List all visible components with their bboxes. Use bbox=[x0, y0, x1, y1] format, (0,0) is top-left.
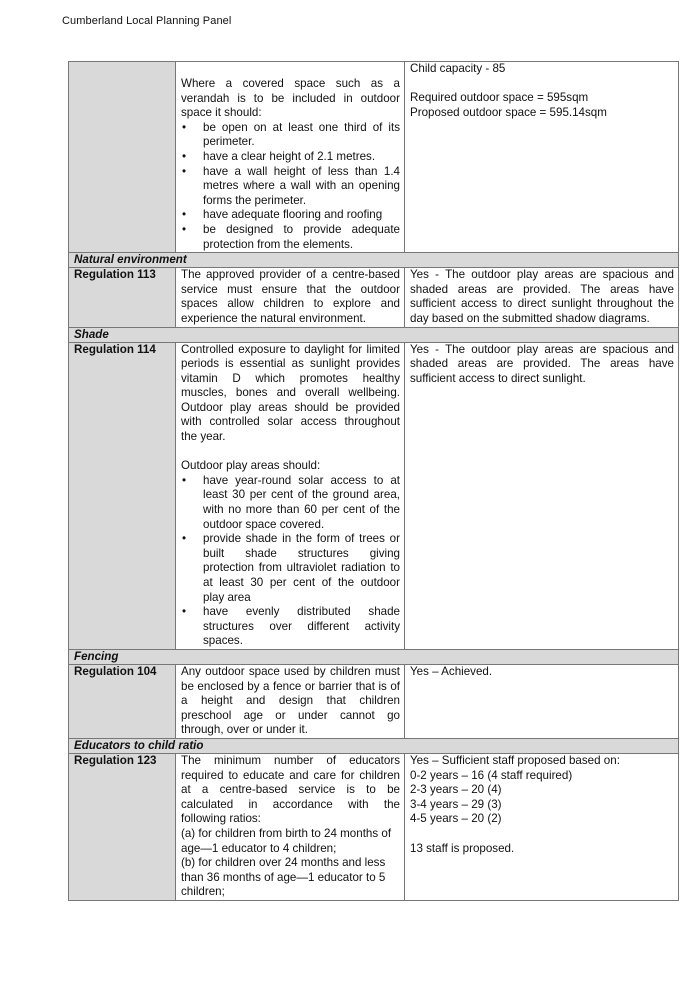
page-header: Cumberland Local Planning Panel bbox=[62, 15, 232, 27]
section-row bbox=[69, 327, 679, 342]
requirement-list bbox=[181, 474, 400, 649]
list-item: • have evenly distributed shade structures over different activity spaces. bbox=[181, 605, 400, 649]
list-item: • be designed to provide adequate protection from the elements. bbox=[181, 223, 400, 252]
regulation-cell: Regulation 113 bbox=[69, 268, 176, 327]
compliance-cell bbox=[405, 62, 679, 253]
regulation-cell: Regulation 114 bbox=[69, 342, 176, 649]
regulation-cell: Regulation 123 bbox=[69, 753, 176, 900]
compliance-line: 3-4 years – 29 (3) bbox=[410, 797, 502, 811]
compliance-line: 0-2 years – 16 (4 staff required) bbox=[410, 768, 573, 782]
table-row bbox=[69, 753, 679, 900]
section-row bbox=[69, 738, 679, 753]
requirement-list bbox=[181, 121, 400, 252]
compliance-cell: Yes – Achieved. bbox=[405, 664, 679, 738]
requirement-cell bbox=[176, 342, 405, 649]
compliance-text: Proposed outdoor space = 595.14sqm bbox=[410, 105, 607, 119]
section-row bbox=[69, 649, 679, 664]
table-row bbox=[69, 268, 679, 327]
list-item: • have year-round solar access to at least 30 per cent of the ground area, with no more than 60 per cent of the outdoor space covered. bbox=[181, 474, 400, 532]
requirement-cell: Any outdoor space used by children must be enclosed by a fence or barrier that is of a height and design that children preschool age or under cannot go through, over or under it. bbox=[176, 664, 405, 738]
list-item: • have a wall height of less than 1.4 metres where a wall with an opening forms the perimeter. bbox=[181, 165, 400, 209]
list-item: • be open on at least one third of its perimeter. bbox=[181, 121, 400, 150]
compliance-text: 13 staff is proposed. bbox=[410, 841, 515, 855]
requirement-text: Controlled exposure to daylight for limited periods is essential as sunlight provides vitamin D which promotes healthy muscles, bones and overall wellbeing. Outdoor play areas should be provided with controlled solar access throughout the year. bbox=[181, 342, 400, 444]
requirement-cell bbox=[176, 753, 405, 900]
requirement-text: (a) for children from birth to 24 months of age—1 educator to 4 children; bbox=[181, 826, 392, 855]
section-heading: Educators to child ratio bbox=[69, 738, 679, 753]
requirement-text: Where a covered space such as a verandah is to be included in outdoor space it should: bbox=[181, 77, 400, 120]
regulation-table bbox=[68, 61, 679, 901]
list-item: • provide shade in the form of trees or built shade structures giving protection from ultraviolet radiation to at least 30 per cent of the outdoor play area bbox=[181, 532, 400, 605]
section-heading: Natural environment bbox=[69, 253, 679, 268]
requirement-text: (b) for children over 24 months and less than 36 months of age—1 educator to 5 children; bbox=[181, 856, 386, 899]
table-row bbox=[69, 342, 679, 649]
table-row bbox=[69, 62, 679, 253]
list-item: • have adequate flooring and roofing bbox=[181, 208, 400, 223]
requirement-text: Outdoor play areas should: bbox=[181, 459, 321, 473]
table-row bbox=[69, 664, 679, 738]
requirement-text: The minimum number of educators required to educate and care for children at a centre-based service is to be calculated in accordance with the following ratios: bbox=[181, 753, 400, 826]
compliance-text: Child capacity - 85 bbox=[410, 62, 506, 75]
list-item: • have a clear height of 2.1 metres. bbox=[181, 150, 400, 165]
section-row bbox=[69, 253, 679, 268]
regulation-cell: Regulation 104 bbox=[69, 664, 176, 738]
section-heading: Fencing bbox=[69, 649, 679, 664]
compliance-cell: Yes - The outdoor play areas are spacious and shaded areas are provided. The areas have sufficient access to direct sunlight. bbox=[405, 342, 679, 649]
requirement-cell: The approved provider of a centre-based service must ensure that the outdoor spaces allow children to explore and experience the natural environment. bbox=[176, 268, 405, 327]
requirement-cell bbox=[176, 62, 405, 253]
compliance-cell: Yes - The outdoor play areas are spacious and shaded areas are provided. The areas have sufficient access to direct sunlight throughout the day based on the submitted shadow diagrams. bbox=[405, 268, 679, 327]
compliance-line: 2-3 years – 20 (4) bbox=[410, 783, 502, 797]
section-heading: Shade bbox=[69, 327, 679, 342]
compliance-text: Yes – Sufficient staff proposed based on: bbox=[410, 753, 620, 767]
compliance-line: 4-5 years – 20 (2) bbox=[410, 812, 502, 826]
compliance-cell bbox=[405, 753, 679, 900]
regulation-cell bbox=[69, 62, 176, 253]
compliance-text: Required outdoor space = 595sqm bbox=[410, 91, 589, 105]
